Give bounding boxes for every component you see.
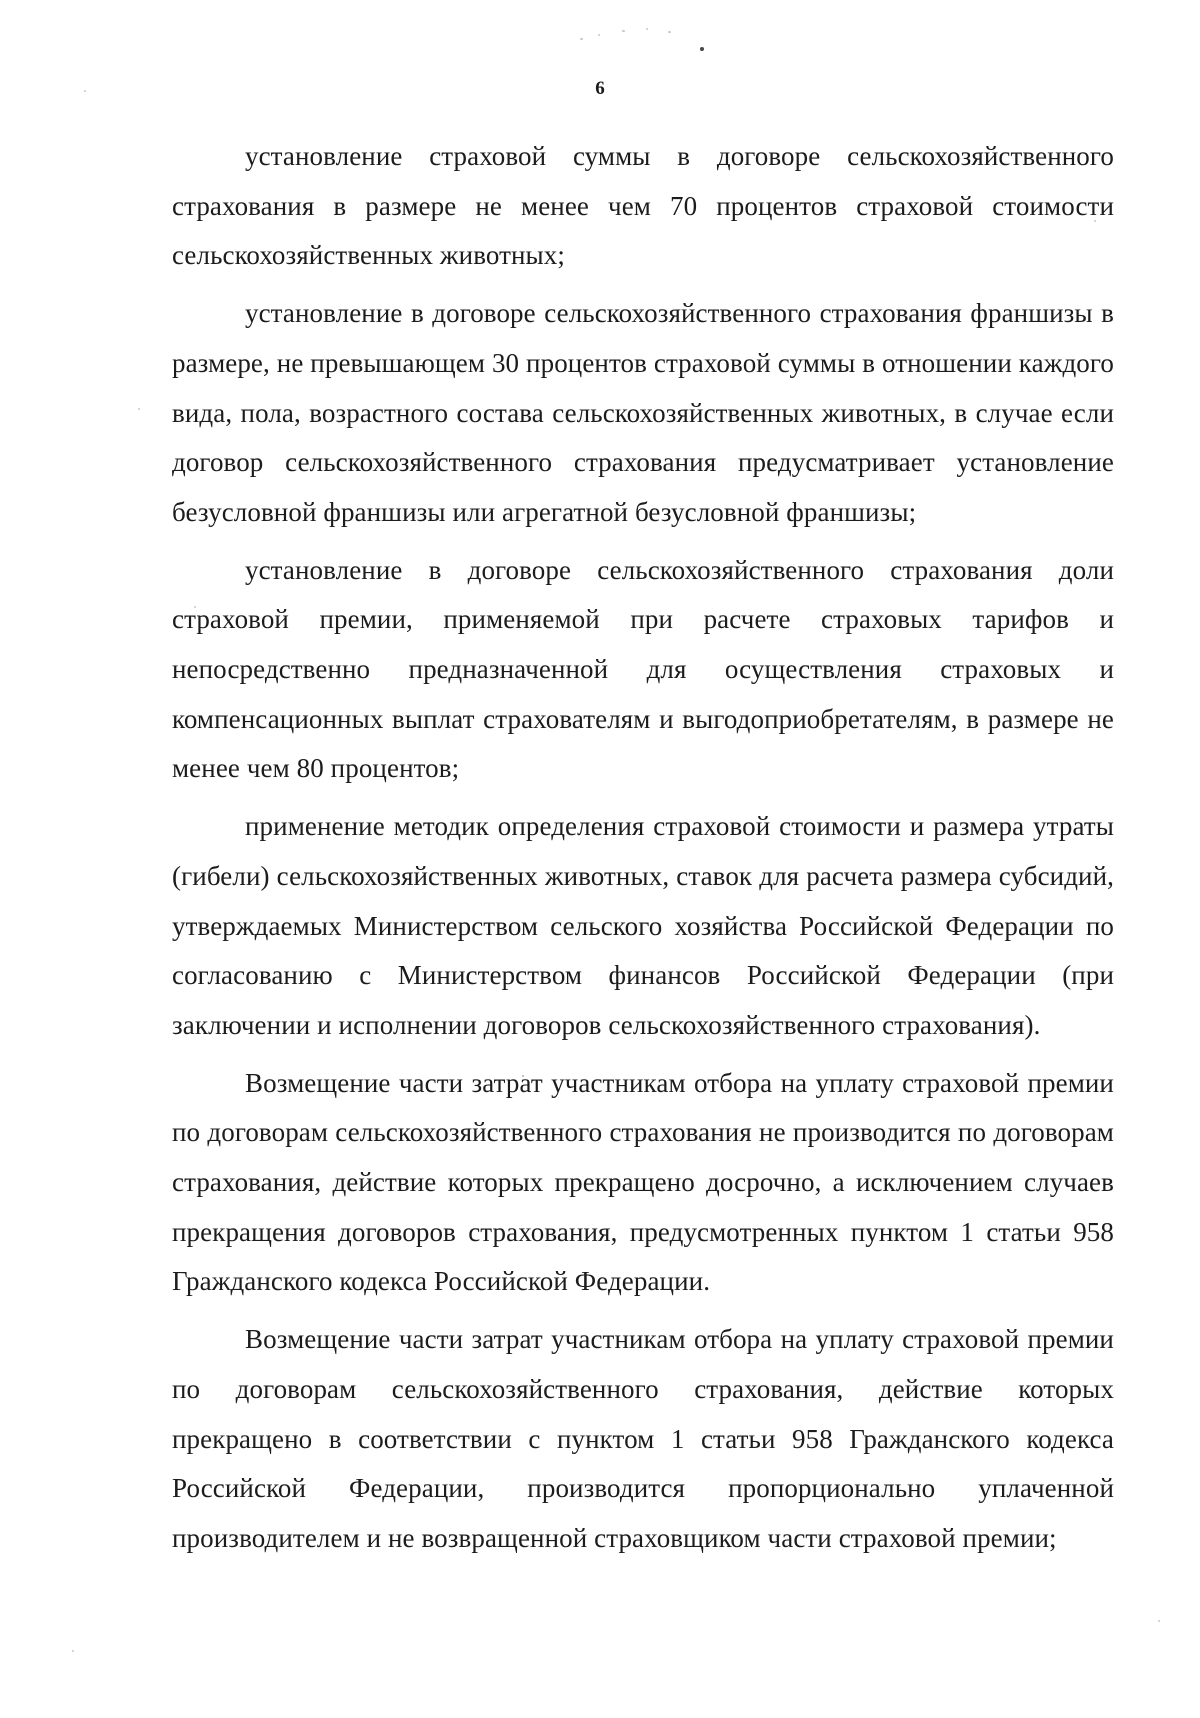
scan-artifact [138,408,140,410]
document-body [172,132,1114,1564]
scan-artifact [580,38,583,40]
paragraph: применение методик определения страховой стоимости и размера утраты (гибели) сельскохозяйственных животных, ставок для расчета размера субсидий, утверждаемых Министерством сельского хозяйства Российской Федерации по согласованию с Министерством финансов Российской Федерации (при заключении и исполнении договоров сельскохозяйственного страхования). [172,811,1114,1040]
scan-artifact [668,31,671,33]
scan-artifact [622,30,625,32]
scan-artifact [700,47,704,51]
paragraph: Возмещение части затрат участникам отбора на уплату страховой премии по договорам сельскохозяйственного страхования не производится по договорам страхования, действие которых прекращено досрочно, а исключением случаев прекращения договоров страхования, предусмотренных пунктом 1 статьи 958 Гражданского кодекса Российской Федерации. [172,1067,1114,1297]
scan-artifact [72,1650,74,1652]
paragraph: установление в договоре сельскохозяйственного страхования доли страховой премии, применяемой при расчете страховых тарифов и непосредственно предназначенной для осуществления страховых и компенсационных выплат страхователям и выгодоприобретателям, в размере не менее чем 80 процентов; [172,554,1114,784]
paragraph: установление в договоре сельскохозяйственного страхования франшизы в размере, не превышающем 30 процентов страховой суммы в отношении каждого вида, пола, возрастного состава сельскохозяйственных животных, в случае если договор сельскохозяйственного страхования предусматривает установление безусловной франшизы или агрегатной безусловной франшизы; [172,298,1114,527]
scan-artifact [1158,1620,1160,1622]
paragraph: Возмещение части затрат участникам отбора на уплату страховой премии по договорам сельскохозяйственного страхования, действие которых прекращено в соответствии с пунктом 1 статьи 958 Гражданского кодекса Российской Федерации, производится пропорционально уплаченной производителем и не возвращенной страховщиком части страховой премии; [172,1324,1114,1553]
paragraph: установление страховой суммы в договоре сельскохозяйственного страхования в размере не менее чем 70 процентов страховой стоимости сельскохозяйственных животных; [172,141,1114,271]
page-number: 6 [595,78,605,99]
scan-artifact [646,28,648,30]
scan-artifact [598,34,600,36]
